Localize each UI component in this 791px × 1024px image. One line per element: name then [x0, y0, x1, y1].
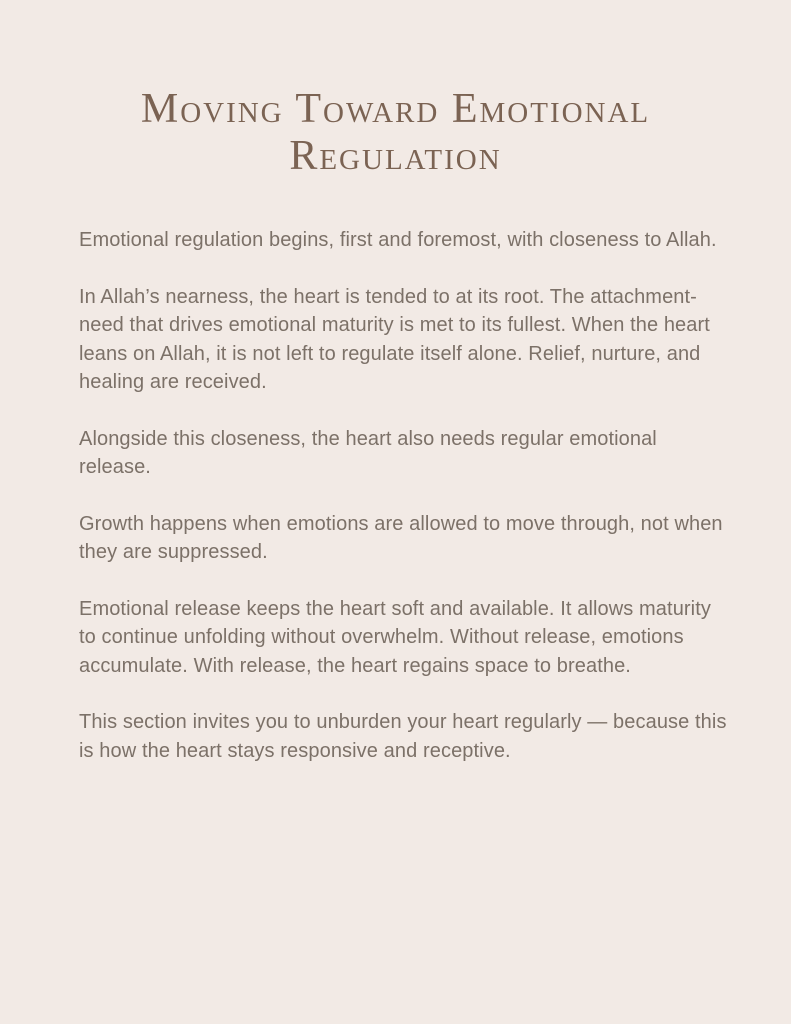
page-title-line-2: Regulation [289, 133, 502, 179]
paragraph-section-invitation: This section invites you to unburden your heart regularly — because this is how the heart stays responsive and receptive. [79, 711, 727, 762]
paragraph-allah-nearness: In Allah’s nearness, the heart is tended to at its root. The attachment-need that drives emotional maturity is met to its fullest. When the heart leans on Allah, it is not left to regulate itself alone. Relief, nurture, and healing are received. [79, 285, 710, 393]
paragraph-closeness-intro: Emotional regulation begins, first and foremost, with closeness to Allah. [79, 229, 717, 251]
paragraph-release-benefits: Emotional release keeps the heart soft and available. It allows maturity to continue unfolding without overwhelm. Without release, emotions accumulate. With release, the heart regains space to breathe. [79, 597, 711, 677]
body-text-block [79, 226, 731, 765]
page-title-line-1: Moving Toward Emotional [140, 86, 651, 132]
paragraph-emotional-release-need: Alongside this closeness, the heart also needs regular emotional release. [79, 427, 657, 478]
paragraph-growth: Growth happens when emotions are allowed to move through, not when they are suppressed. [79, 512, 723, 563]
page-title [0, 86, 791, 180]
